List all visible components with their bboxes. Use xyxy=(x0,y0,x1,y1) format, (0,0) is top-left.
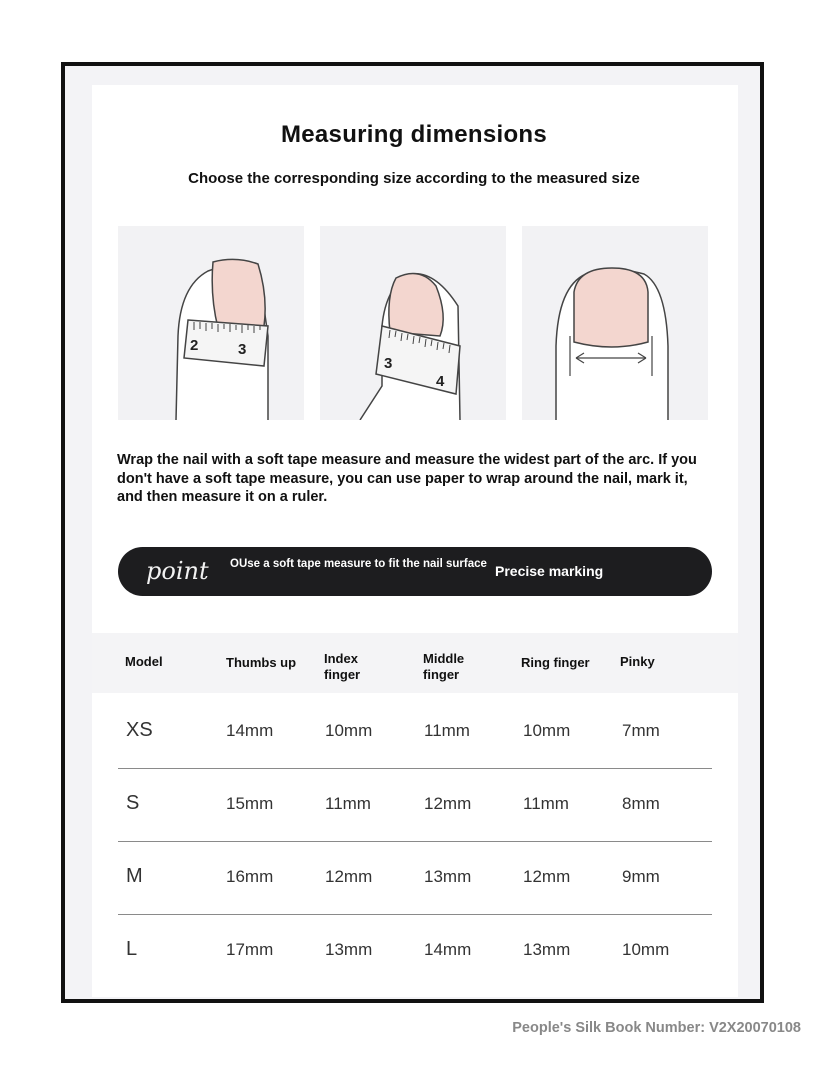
header-index-finger: Index finger xyxy=(324,651,361,682)
footer-book-number: People's Silk Book Number: V2X20070108 xyxy=(512,1020,801,1036)
middle-size: 14mm xyxy=(424,940,472,959)
ring-size: 10mm xyxy=(523,721,571,740)
tip-text: OUse a soft tape measure to fit the nail surface xyxy=(230,558,487,570)
index-size: 12mm xyxy=(325,867,373,886)
index-size: 13mm xyxy=(325,940,373,959)
thumb-size: 14mm xyxy=(226,721,274,740)
size-model: XS xyxy=(126,719,153,741)
tape-label: 3 xyxy=(238,341,247,358)
pinky-size: 9mm xyxy=(622,867,660,886)
ring-size: 13mm xyxy=(523,940,571,959)
finger-tape-illustration xyxy=(118,226,304,420)
index-size: 10mm xyxy=(325,721,373,740)
illustration-nail-width xyxy=(522,226,708,420)
table-row xyxy=(118,768,712,842)
table-row xyxy=(118,841,712,915)
size-model: L xyxy=(126,938,138,960)
middle-size: 11mm xyxy=(424,721,470,740)
ring-size: 11mm xyxy=(523,794,569,813)
page-title: Measuring dimensions xyxy=(280,121,548,148)
index-size: 11mm xyxy=(325,794,371,813)
tape-label: 2 xyxy=(190,337,199,354)
nail-width-illustration xyxy=(522,226,708,420)
header-middle-finger: Middle finger xyxy=(423,651,465,682)
illustration-finger-tape xyxy=(320,226,506,420)
illustration-thumb-tape xyxy=(118,226,304,420)
tip-bar xyxy=(118,547,712,596)
pinky-size: 8mm xyxy=(622,794,660,813)
finger-tape-illustration xyxy=(320,226,506,420)
page-subtitle: Choose the corresponding size according to the measured size xyxy=(188,170,640,187)
header-ring-finger: Ring finger xyxy=(521,655,590,670)
thumb-size: 16mm xyxy=(226,867,274,886)
middle-size: 12mm xyxy=(424,794,472,813)
table-row xyxy=(118,695,712,769)
measurement-instructions: Wrap the nail with a soft tape measure and measure the widest part of the arc. If you don't have a soft tape measure, you can use paper to wrap around the nail, mark it, and then measure it on a ruler. xyxy=(117,452,697,505)
header-thumb: Thumbs up xyxy=(226,655,297,670)
size-model: M xyxy=(126,865,143,887)
ring-size: 12mm xyxy=(523,867,571,886)
middle-size: 13mm xyxy=(424,867,472,886)
tip-mark-text: Precise marking xyxy=(495,563,604,579)
tape-label: 4 xyxy=(436,373,445,390)
header-pinky: Pinky xyxy=(620,654,655,669)
thumb-size: 15mm xyxy=(226,794,274,813)
size-model: S xyxy=(126,792,140,814)
thumb-size: 17mm xyxy=(226,940,274,959)
tip-word: point xyxy=(146,557,209,585)
pinky-size: 10mm xyxy=(622,940,670,959)
header-model: Model xyxy=(125,654,163,669)
table-row xyxy=(118,914,712,987)
tape-label: 3 xyxy=(384,355,393,372)
pinky-size: 7mm xyxy=(622,721,660,740)
